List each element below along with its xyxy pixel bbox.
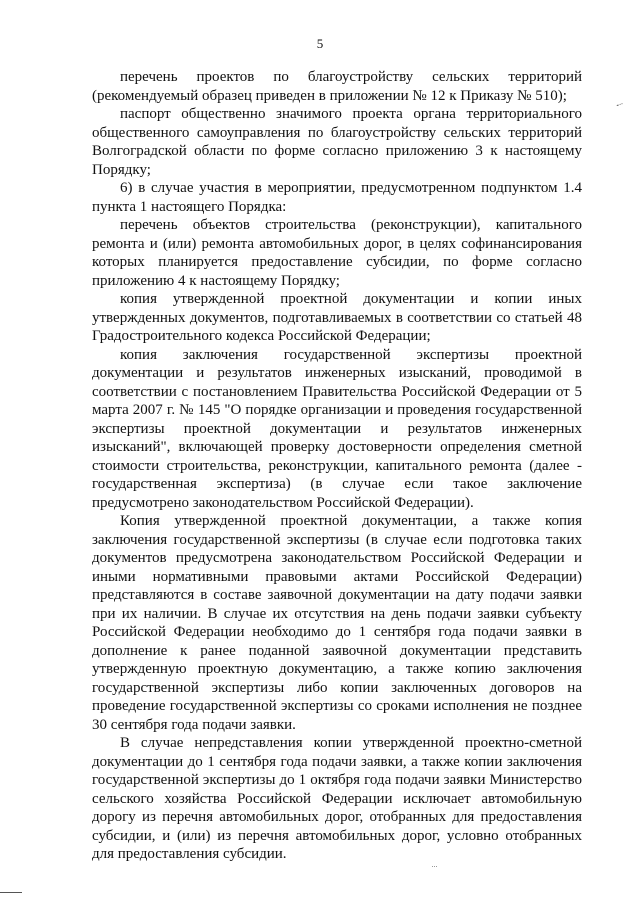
paragraph-item-6: 6) в случае участия в мероприятии, предусмотренном подпунктом 1.4 пункта 1 настоящего Порядка: [92,180,582,215]
scan-speck-mark [432,866,437,868]
scan-speck-mark [617,103,624,108]
paragraph-non-submission: В случае непредставления копии утвержденной проектно-сметной документации до 1 сентября года подачи заявки, а также копии заключения государственной экспертизы до 1 октября года подачи заявки Министерство сельского хозяйства Российской Федерации исключает автомобильную дорогу из перечня автомобильных дорог, отобранных для предоставления субсидии, и (или) из перечня автомобильных дорог, условно отобранных для предоставления субсидии. [92,735,582,862]
paragraph-design-docs-copy: копия утвержденной проектной документации и копии иных утвержденных документов, подготавливаемых в соответствии со статьей 48 Градостроительного кодекса Российской Федерации; [92,291,582,344]
paragraph-passport: паспорт общественно значимого проекта органа территориального общественного самоуправления по благоустройству сельских территорий Волгоградской области по форме согласно приложению 3 к настоящему Порядку; [92,106,582,178]
paragraph-submission-rules: Копия утвержденной проектной документации, а также копия заключения государственной экспертизы (в случае если подготовка таких документов предусмотрена законодательством Российской Федерации и иными нормативными правовыми актами Российской Федерации) представляются в составе заявочной документации на дату подачи заявки при их наличии. В случае их отсутствия на день подачи заявки субъекту Российской Федерации необходимо до 1 сентября года подачи заявки в дополнение к ранее поданной заявочной документации представить утвержденную проектную документацию, а также копию заключения государственной экспертизы либо копии заключенных договоров на проведение государственной экспертизы со сроками исполнения не позднее 30 сентября года подачи заявки. [92,513,582,733]
paragraph-objects-list: перечень объектов строительства (реконструкции), капитального ремонта и (или) ремонта автомобильных дорог, в целях софинансирования которых планируется предоставление субсидии, по форме согласно приложению 4 к настоящему Порядку; [92,217,582,289]
document-body [92,68,582,864]
scan-edge-line [0,892,22,893]
page-number: 5 [316,36,324,51]
paragraph-expertise-copy: копия заключения государственной экспертизы проектной документации и результатов инженерных изысканий, проводимой в соответствии с постановлением Правительства Российской Федерации от 5 марта 2007 г. № 145 "О порядке организации и проведения государственной экспертизы проектной документации и результатов инженерных изысканий", включающей проверку достоверности определения сметной стоимости строительства, реконструкции, капитального ремонта (далее - государственная экспертиза) (в случае если такое заключение предусмотрено законодательством Российской Федерации). [92,346,582,511]
paragraph-project-list: перечень проектов по благоустройству сельских территорий (рекомендуемый образец приведен в приложении № 12 к Приказу № 510); [92,69,582,104]
